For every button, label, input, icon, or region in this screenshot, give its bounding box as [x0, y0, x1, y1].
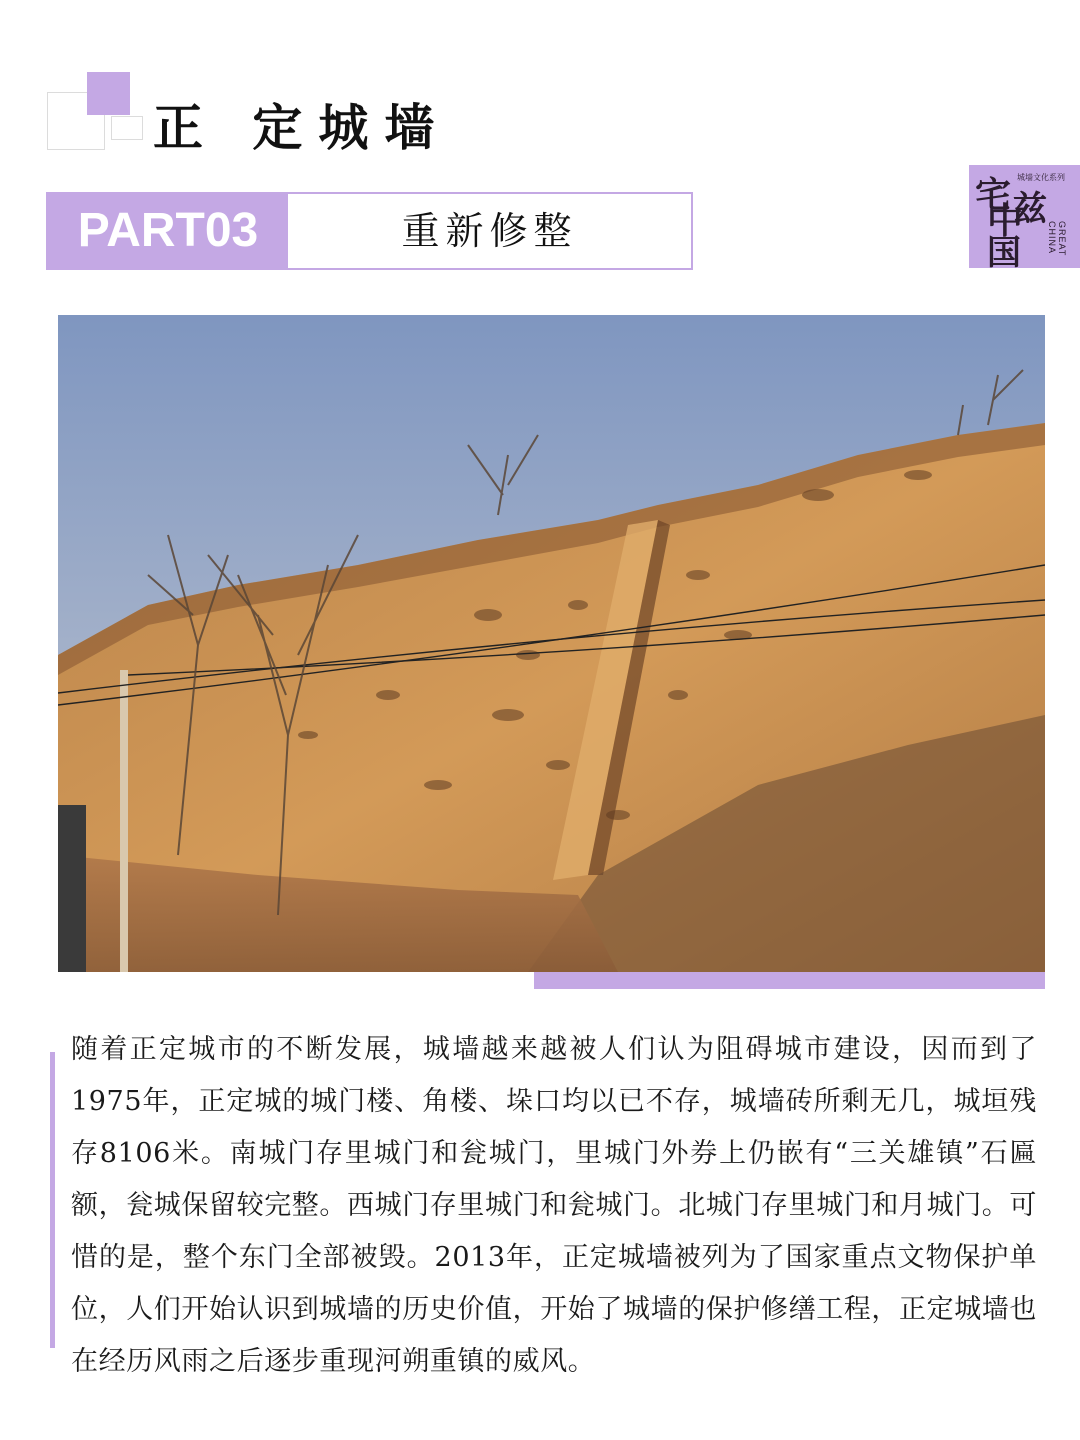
- logo-char-zhong: 中: [987, 200, 1024, 242]
- logo-char-guo: 国: [987, 233, 1021, 273]
- brand-logo: [969, 165, 1080, 273]
- body-paragraph: 随着正定城市的不断发展，城墙越来越被人们认为阻碍城市建设，因而到了1975年，正定城的城门楼、角楼、垛口均以已不存，城墙砖所剩无几，城垣残存8106米。南城门存里城门和瓮城门，里城门外券上仍嵌有“三关雄镇”石匾额，瓮城保留较完整。西城门存里城门和瓮城门。北城门存里城门和月城门。可惜的是，整个东门全部被毁。2013年，正定城墙被列为了国家重点文物保护单位，人们开始认识到城墙的历史价值，开始了城墙的保护修缮工程，正定城墙也在经历风雨之后逐步重现河朔重镇的威风。: [71, 1034, 1037, 1377]
- logo-english: [1047, 221, 1067, 256]
- logo-en-line2: CHINA: [1047, 221, 1057, 255]
- logo-en-line1: GREAT: [1057, 221, 1067, 257]
- decor-square-filled: [87, 72, 130, 115]
- photo-illustration: [58, 315, 1045, 972]
- text-accent-bar: [50, 1052, 55, 1348]
- city-wall-photo: [58, 315, 1045, 972]
- page-title: 正 定城墙: [153, 98, 451, 157]
- logo-char-zi: 兹: [1013, 189, 1047, 229]
- decor-square-small: [111, 116, 143, 140]
- part-title: 重新修整: [401, 209, 578, 253]
- section-banner: [46, 192, 693, 270]
- part-label: PART03: [48, 194, 288, 268]
- logo-char-zhai: 宅: [975, 174, 1012, 216]
- dark-pillar: [58, 805, 86, 972]
- logo-subtitle: 城墙文化系列: [1017, 173, 1065, 182]
- photo-accent-bar: [534, 972, 1045, 989]
- utility-pole: [120, 670, 128, 972]
